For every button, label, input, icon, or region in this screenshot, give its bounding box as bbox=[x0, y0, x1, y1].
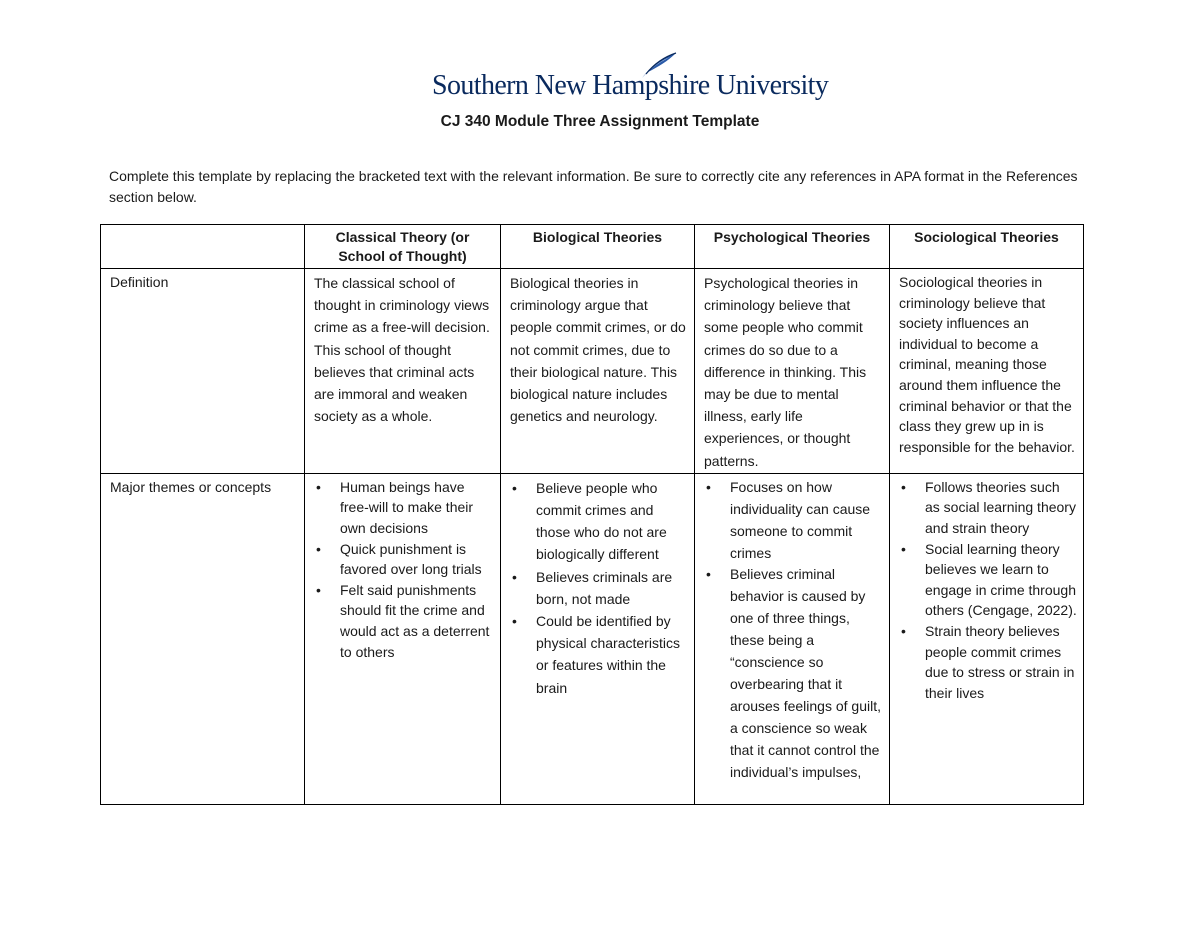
biological-themes bbox=[501, 473, 695, 804]
list-item: • Strain theory believes people commit crimes due to stress or strain in their lives bbox=[899, 621, 1077, 703]
sociological-definition: Sociological theories in criminology believe that society influences an individual to become a criminal, meaning those around them influence the criminal behavior or that the class they grew up in is responsible for the behavior. bbox=[890, 269, 1084, 474]
list-item: • Human beings have free-will to make their own decisions bbox=[314, 477, 494, 539]
list-item: • Believes criminals are born, not made bbox=[510, 566, 688, 610]
psychological-definition: Psychological theories in criminology believe that some people who commit crimes do so due to a difference in thinking. This may be due to mental illness, early life experiences, or thought patterns. bbox=[695, 269, 890, 474]
definition-label: Definition bbox=[101, 269, 305, 474]
classical-theme-list bbox=[314, 477, 494, 662]
document-title: CJ 340 Module Three Assignment Template bbox=[440, 113, 760, 130]
header-empty-cell bbox=[101, 225, 305, 269]
psychological-themes bbox=[695, 473, 890, 804]
table-header-row bbox=[101, 225, 1084, 269]
header-biological: Biological Theories bbox=[501, 225, 695, 269]
classical-themes bbox=[305, 473, 501, 804]
list-item: • Could be identified by physical characteristics or features within the brain bbox=[510, 610, 688, 699]
sociological-themes bbox=[890, 473, 1084, 804]
list-item: • Quick punishment is favored over long trials bbox=[314, 539, 494, 580]
themes-row bbox=[101, 473, 1084, 804]
list-item: • Follows theories such as social learning theory and strain theory bbox=[899, 477, 1077, 539]
university-name: Southern New Hampshire University bbox=[432, 70, 829, 101]
classical-definition: The classical school of thought in criminology views crime as a free-will decision. This school of thought believes that criminal acts are immoral and weaken society as a whole. bbox=[305, 269, 501, 474]
list-item: • Believes criminal behavior is caused by one of three things, these being a “conscience so overbearing that it arouses feelings of guilt, a conscience so weak that it cannot control the individual’s impulses, bbox=[704, 564, 883, 783]
list-item: • Focuses on how individuality can cause someone to commit crimes bbox=[704, 477, 883, 565]
university-logo bbox=[432, 52, 829, 102]
biological-definition: Biological theories in criminology argue that people commit crimes, or do not commit crimes, due to their biological nature. This biological nature includes genetics and neurology. bbox=[501, 269, 695, 474]
biological-theme-list bbox=[510, 477, 688, 699]
list-item: • Believe people who commit crimes and those who do not are biologically different bbox=[510, 477, 688, 566]
header-classical: Classical Theory (or School of Thought) bbox=[305, 225, 501, 269]
instructions-paragraph: Complete this template by replacing the bracketed text with the relevant information. Be sure to correctly cite any references in APA format in the References section below. bbox=[109, 168, 1078, 205]
header-sociological: Sociological Theories bbox=[890, 225, 1084, 269]
definition-row bbox=[101, 269, 1084, 474]
themes-label: Major themes or concepts bbox=[101, 473, 305, 804]
theories-table bbox=[100, 224, 1084, 805]
psychological-theme-list bbox=[704, 477, 883, 784]
header-psychological: Psychological Theories bbox=[695, 225, 890, 269]
list-item: • Social learning theory believes we learn to engage in crime through others (Cengage, 2022). bbox=[899, 539, 1077, 621]
list-item: • Felt said punishments should fit the crime and would act as a deterrent to others bbox=[314, 580, 494, 662]
sociological-theme-list bbox=[899, 477, 1077, 704]
